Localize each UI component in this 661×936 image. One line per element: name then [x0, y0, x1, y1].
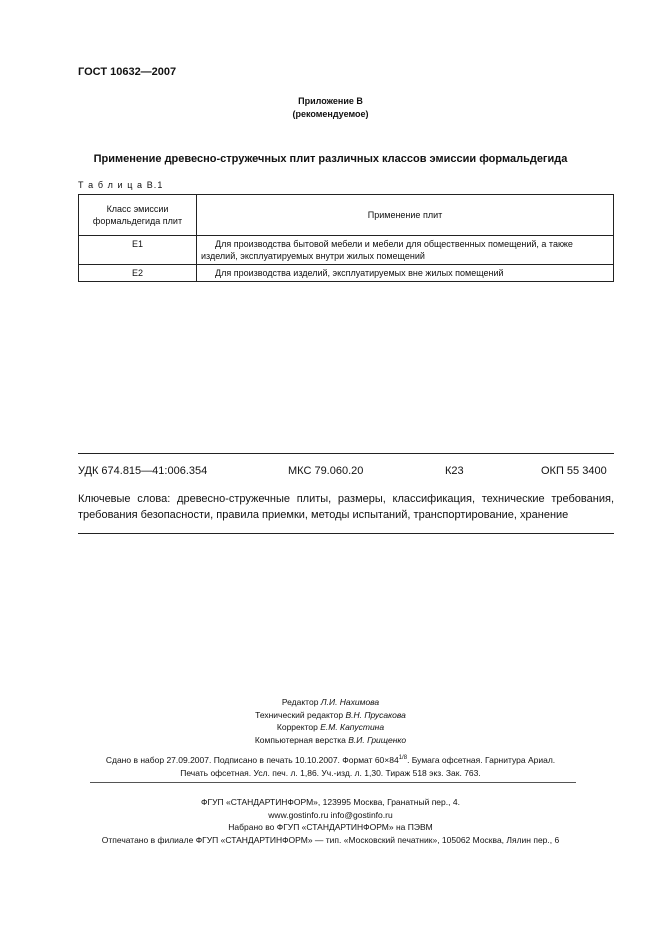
corrector-line	[0, 721, 661, 734]
corrector-label: Корректор	[276, 722, 318, 732]
header-class-line1: Класс эмиссии	[106, 204, 169, 214]
table-row	[79, 265, 614, 282]
printing-info	[0, 752, 661, 780]
layout-line	[0, 734, 661, 747]
divider	[78, 453, 614, 454]
table-row	[79, 236, 614, 265]
k-code: К23	[445, 465, 464, 477]
emission-class-cell: Е2	[79, 265, 197, 282]
table-label: Т а б л и ц а В.1	[78, 180, 164, 190]
tech-editor-line	[0, 709, 661, 722]
editor-line	[0, 696, 661, 709]
format-fraction: 1/8	[398, 755, 408, 761]
printing-text-a: Сдано в набор 27.09.2007. Подписано в печать 10.10.2007. Формат 60×84	[105, 754, 399, 765]
tech-editor-name: В.Н. Прусакова	[345, 709, 406, 720]
publisher-info	[0, 796, 661, 846]
okp-code: ОКП 55 3400	[541, 465, 607, 477]
layout-label: Компьютерная верстка	[254, 734, 346, 745]
application-cell: Для производства изделий, эксплуатируемых вне жилых помещений	[197, 265, 614, 282]
mks-code: МКС 79.060.20	[288, 465, 364, 477]
document-code: ГОСТ 10632—2007	[78, 66, 177, 78]
keywords: Ключевые слова: древесно-стружечные плиты, размеры, классификация, технические требования, требования безопасности, правила приемки, методы испытаний, транспортирование, хранение	[78, 493, 614, 521]
table-header-row	[79, 195, 614, 236]
emission-class-table	[78, 194, 614, 282]
publisher-line-2: www.gostinfo.ru info@gostinfo.ru	[268, 809, 393, 820]
header-class-line2: формальдегида плит	[92, 216, 183, 226]
editor-name: Л.И. Нахимова	[320, 697, 380, 707]
divider	[78, 533, 614, 534]
publisher-line-3: Набрано во ФГУП «СТАНДАРТИНФОРМ» на ПЭВМ	[228, 822, 433, 832]
udk-code: УДК 674.815—41:006.354	[78, 465, 208, 477]
divider	[90, 782, 576, 783]
application-cell: Для производства бытовой мебели и мебели для общественных помещений, а также изделий, эксплуатируемых внутри жилых помещений	[197, 236, 614, 265]
corrector-name: Е.М. Капустина	[320, 722, 385, 732]
printing-line-1	[0, 752, 661, 767]
layout-name: В.И. Грищенко	[348, 734, 407, 745]
publisher-line-4: Отпечатано в филиале ФГУП «СТАНДАРТИНФОРМ» — тип. «Московский печатник», 105062 Москва, Лялин пер., 6	[101, 834, 560, 845]
publisher-line-1: ФГУП «СТАНДАРТИНФОРМ», 123995 Москва, Гранатный пер., 4.	[201, 797, 460, 807]
column-header-class	[79, 195, 197, 236]
editor-label: Редактор	[281, 697, 319, 707]
tech-editor-label: Технический редактор	[255, 709, 344, 720]
appendix-title: Приложение В	[298, 96, 363, 106]
printing-text-b: . Бумага офсетная. Гарнитура Ариал.	[407, 754, 556, 765]
column-header-use: Применение плит	[197, 195, 614, 236]
appendix-heading: Применение древесно-стружечных плит различных классов эмиссии формальдегида	[93, 153, 568, 165]
credits-block	[0, 696, 661, 746]
printing-line-2: Печать офсетная. Усл. печ. л. 1,86. Уч.-изд. л. 1,30. Тираж 518 экз. Зак. 763.	[180, 767, 481, 778]
appendix-note: (рекомендуемое)	[292, 109, 369, 119]
emission-class-cell: Е1	[79, 236, 197, 265]
